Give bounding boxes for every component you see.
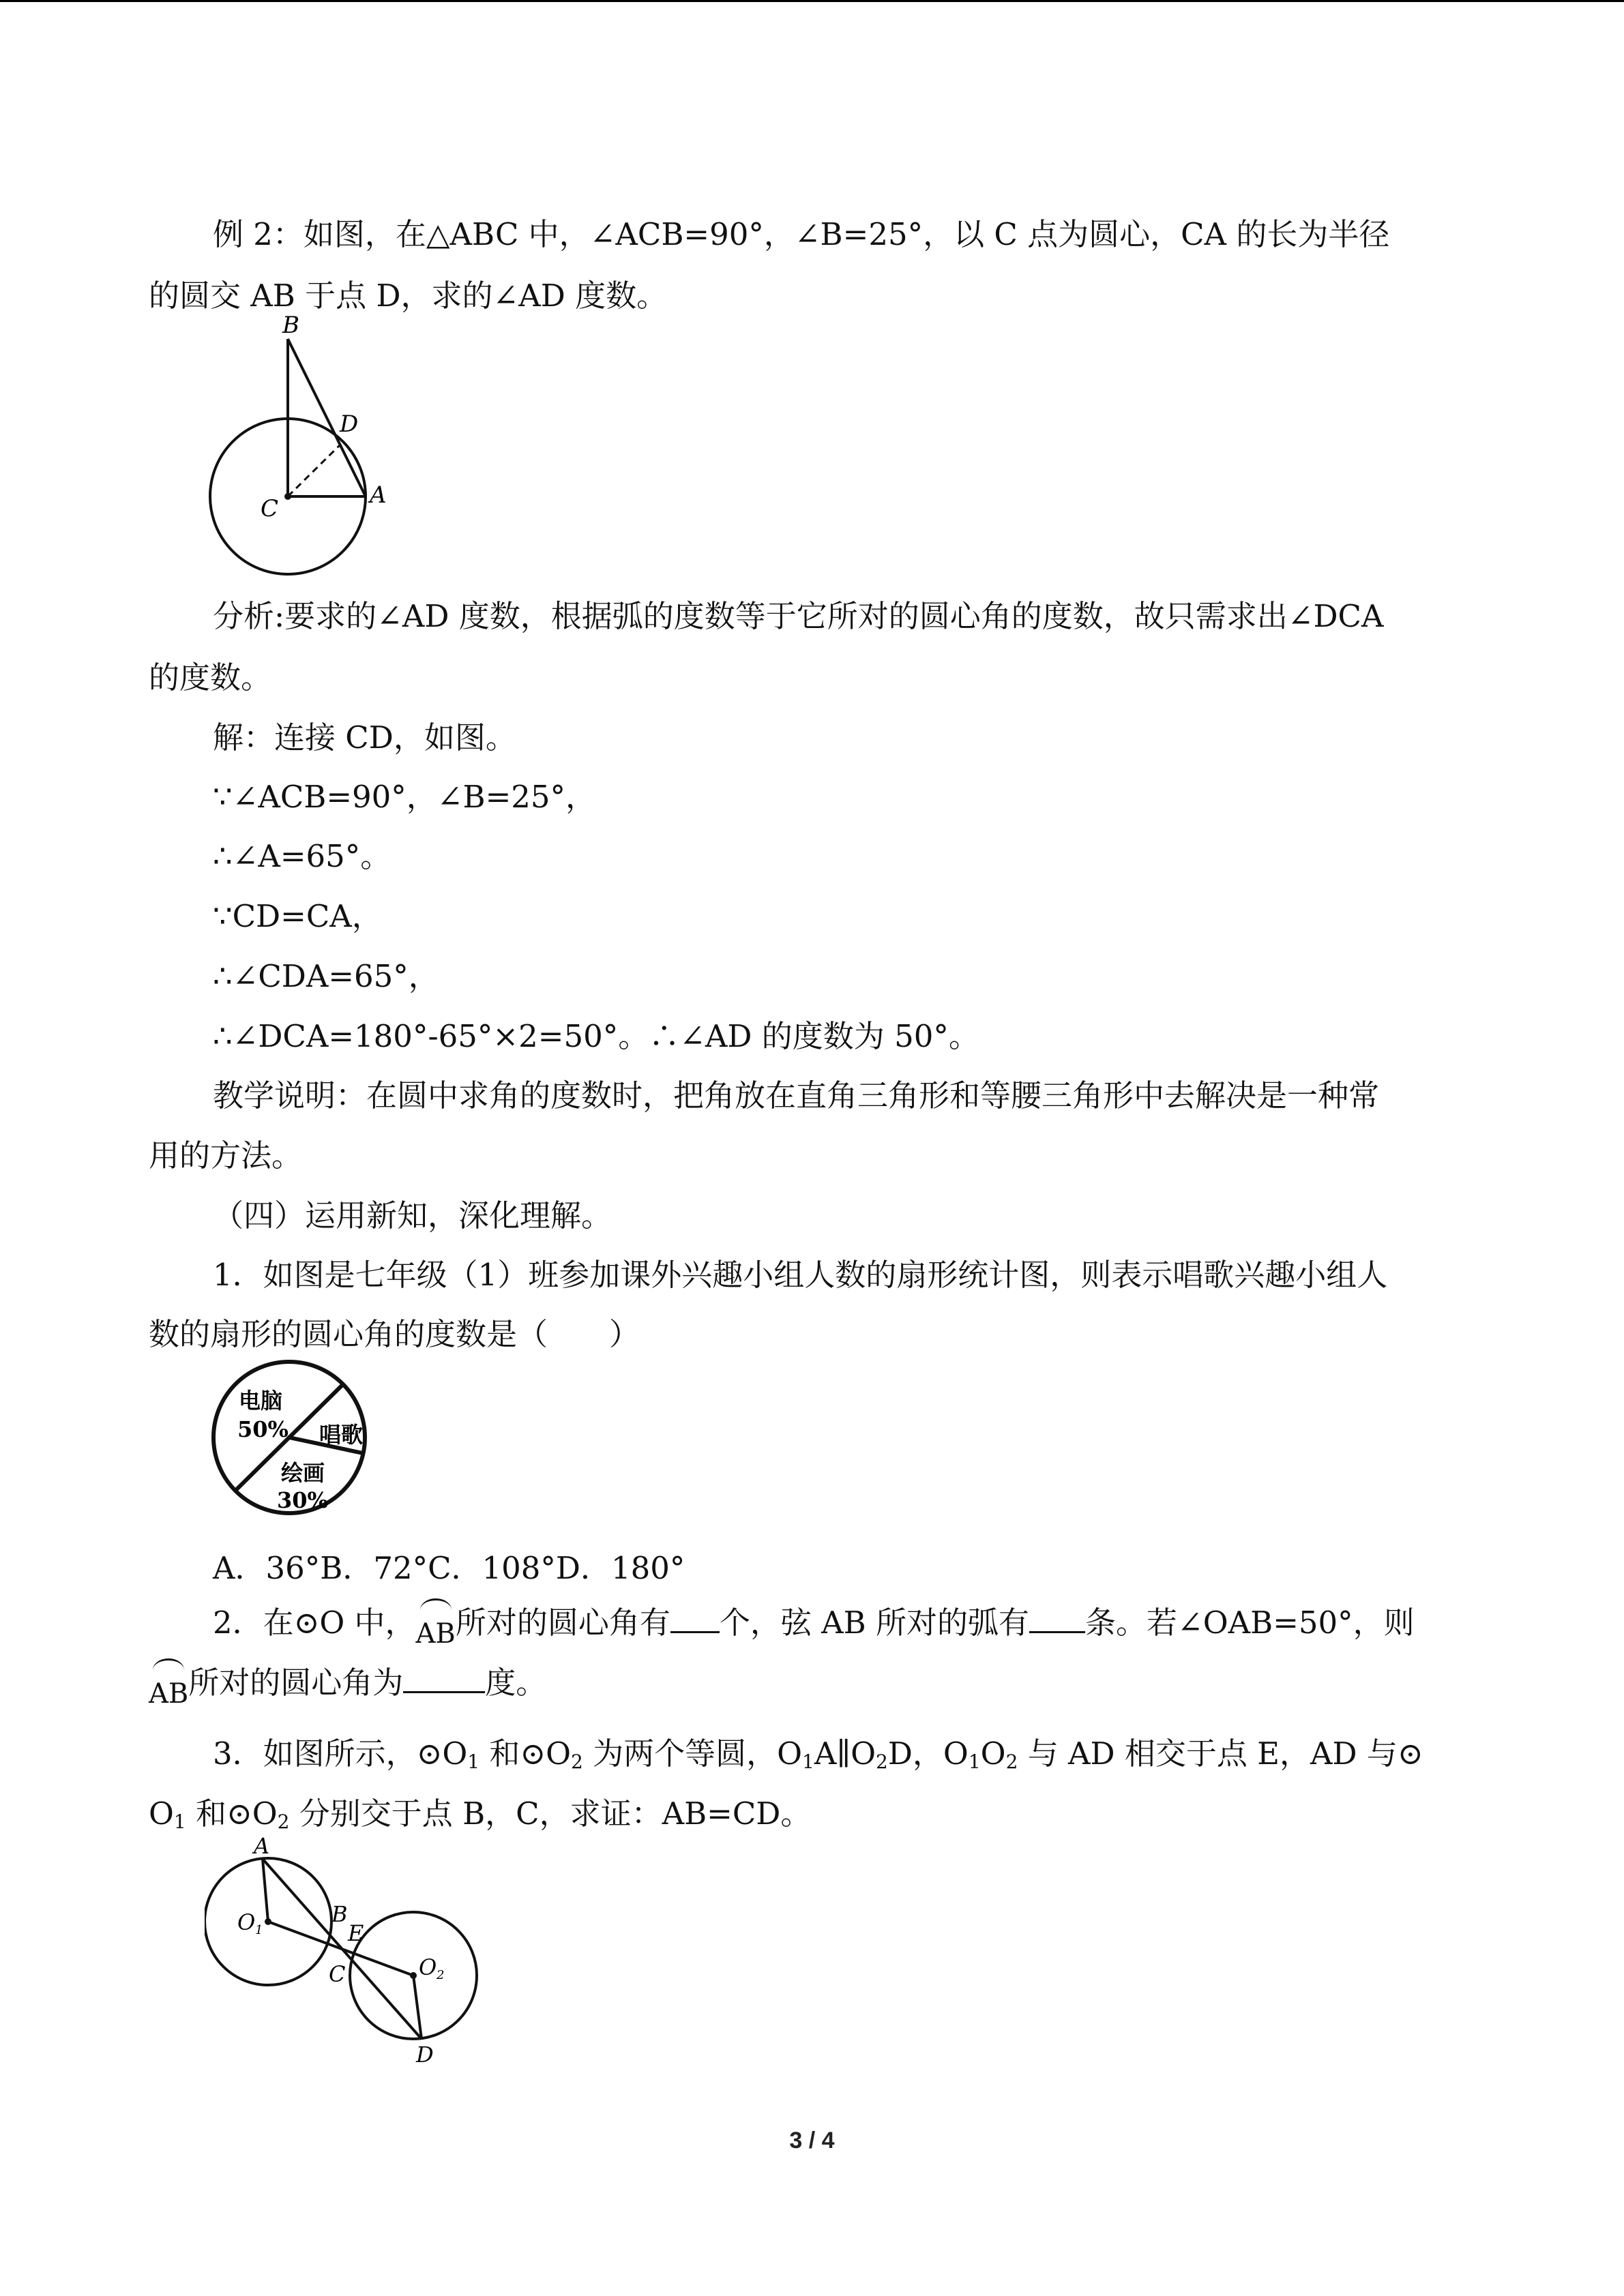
pie-label-sing: 唱歌 bbox=[319, 1422, 364, 1448]
fig3-label-e: E bbox=[348, 1920, 364, 1946]
figure-two-circles bbox=[205, 1834, 491, 2066]
blank-3 bbox=[403, 1667, 485, 1693]
teaching-line2: 用的方法。 bbox=[149, 1137, 303, 1174]
pie-label-draw: 绘画 bbox=[281, 1460, 325, 1486]
q3-line2: $O_1$ 和$⊙O_2$ 分别交于点 B，C，求证：AB=CD。 bbox=[149, 1795, 812, 1833]
pie-label-computer: 电脑 bbox=[239, 1388, 283, 1414]
q3-line1: 3．如图所示，$⊙O_1$ 和$⊙O_2$ 为两个等圆，$O_1A\parallel O_2D$，$O_1O_2$ 与 AD 相交于点 E，AD 与⊙ bbox=[213, 1735, 1423, 1773]
fig3-label-o1-sub: 1 bbox=[255, 1923, 263, 1937]
fig3-label-o2: O bbox=[419, 1954, 437, 1980]
section-heading: （四）运用新知，深化理解。 bbox=[213, 1197, 612, 1234]
top-rule bbox=[0, 0, 1624, 2]
fig1-label-d: D bbox=[340, 411, 359, 438]
pie-label-computer-pct: 50% bbox=[237, 1416, 289, 1442]
fig1-label-b: B bbox=[282, 312, 299, 339]
solution-line-6: ∴∠DCA=180°-65°×2=50°。∴∠AD 的度数为 50°。 bbox=[213, 1018, 979, 1054]
solution-line-2: ∵∠ACB=90°，∠B=25°， bbox=[213, 779, 597, 815]
q1-options: A．36°B．72°C．108°D．180° bbox=[213, 1550, 685, 1586]
teaching-line1: 教学说明：在圆中求角的度数时，把角放在直角三角形和等腰三角形中去解决是一种常 bbox=[213, 1077, 1380, 1114]
figure-circle-triangle bbox=[198, 310, 416, 583]
fig1-label-a: A bbox=[370, 481, 387, 509]
solution-line-4: ∵CD=CA， bbox=[213, 898, 383, 934]
ex2-line2: 的圆交 AB 于点 D，求的∠AD 度数。 bbox=[149, 278, 668, 314]
fig3-label-b: B bbox=[331, 1901, 348, 1927]
fig3-label-d: D bbox=[416, 2042, 434, 2066]
fig3-label-c: C bbox=[329, 1961, 346, 1987]
solution-line-5: ∴∠CDA=65°， bbox=[213, 958, 439, 994]
solution-line-1: 解：连接 CD，如图。 bbox=[213, 719, 516, 756]
q2-line2: AB所对的圆心角为 度。 bbox=[149, 1653, 546, 1714]
arc-ab-2: AB bbox=[149, 1664, 188, 1724]
blank-1 bbox=[670, 1607, 720, 1633]
blank-2 bbox=[1029, 1607, 1085, 1633]
analysis-line2: 的度数。 bbox=[149, 659, 272, 696]
arc-ab-1: AB bbox=[416, 1604, 456, 1664]
q1-line1: 1．如图是七年级（1）班参加课外兴趣小组人数的扇形统计图，则表示唱歌兴趣小组人 bbox=[213, 1257, 1388, 1293]
pie-figure bbox=[205, 1354, 389, 1524]
fig1-label-c: C bbox=[261, 495, 279, 522]
fig3-label-o1: O bbox=[237, 1909, 256, 1935]
q1-line2: 数的扇形的圆心角的度数是（ ） bbox=[149, 1316, 640, 1352]
ex2-line1: 例 2：如图，在△ABC 中，∠ACB=90°，∠B=25°，以 C 点为圆心，CA 的长为半径 bbox=[213, 216, 1390, 252]
solution-line-3: ∴∠A=65°。 bbox=[213, 838, 392, 874]
page-number: 3 / 4 bbox=[789, 2128, 835, 2153]
pie-label-draw-pct: 30% bbox=[277, 1487, 328, 1513]
fig3-label-o2-sub: 2 bbox=[437, 1968, 445, 1982]
q2-line1: 2．在⊙O 中，AB所对的圆心角有 个，弦 AB 所对的弧有 条。若∠OAB=50°，则 bbox=[213, 1593, 1415, 1654]
fig3-label-a: A bbox=[254, 1834, 270, 1859]
analysis-line1: 分析:要求的∠AD 度数，根据弧的度数等于它所对的圆心角的度数，故只需求出∠DCA bbox=[213, 598, 1384, 634]
